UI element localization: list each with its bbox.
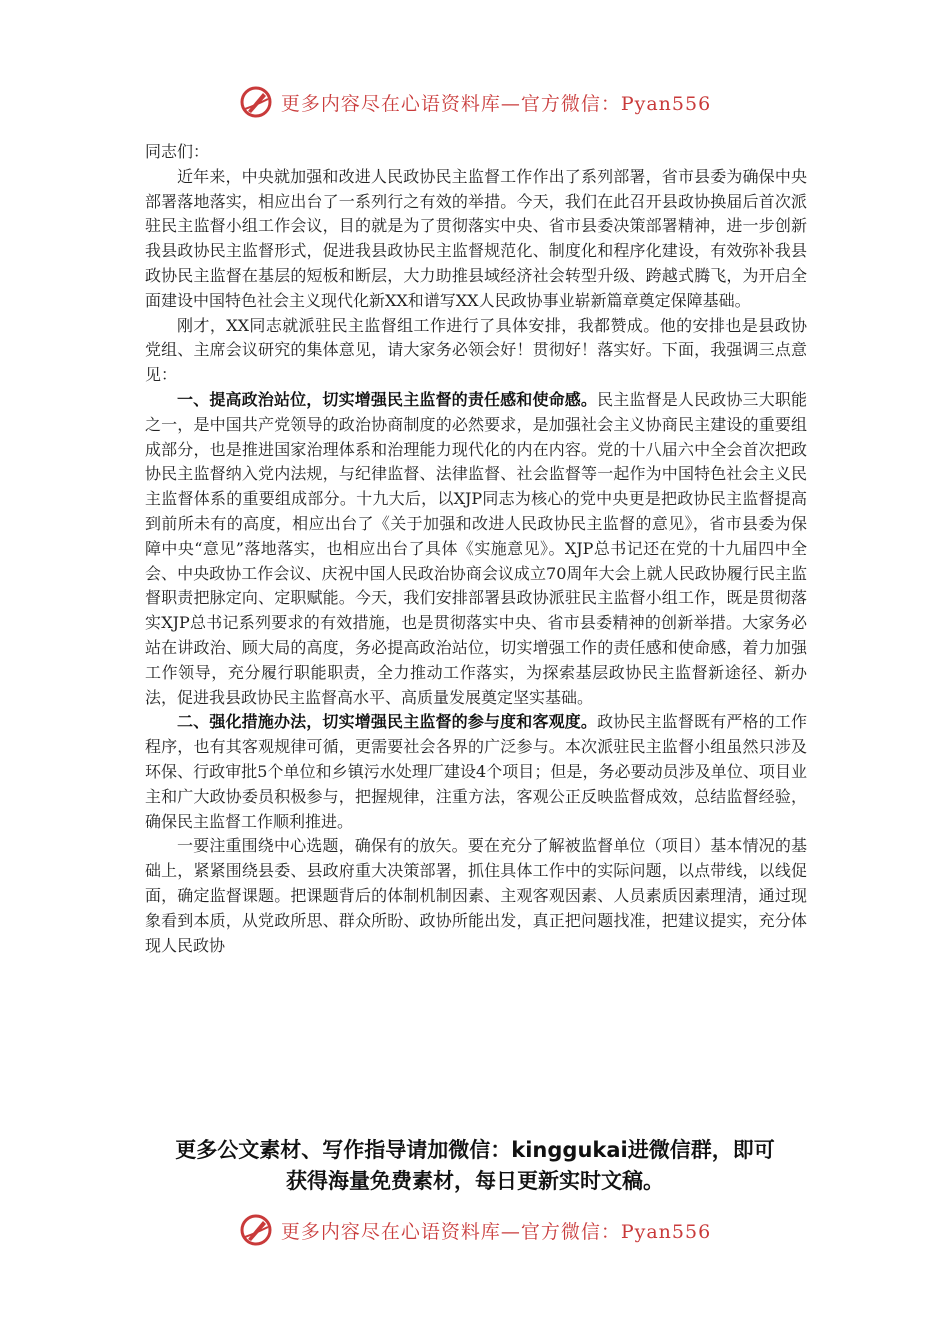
promo-notice <box>120 1135 830 1197</box>
paragraph-3 <box>145 388 807 710</box>
paragraph-2 <box>145 314 807 388</box>
paragraph-5-text: 一要注重围绕中心选题，确保有的放矢。要在充分了解被监督单位（项目）基本情况的基础上，紧紧围绕县委、县政府重大决策部署，抓住具体工作中的实际问题，以点带线，以线促面，确定监督课题。把课题背后的体制机制因素、主观客观因素、人员素质因素理清，通过现象看到本质，从党政所思、群众所盼、政协所能出发，真正把问题找准，把建议提实，充分体现人民政协 <box>145 836 807 955</box>
footer-banner-text: 更多内容尽在心语资料库—官方微信：Pyan556 <box>280 1220 712 1243</box>
paragraph-3-text: 民主监督是人民政协三大职能之一，是中国共产党领导的政治协商制度的必然要求，是加强社会主义协商民主建设的重要组成部分，也是推进国家治理体系和治理能力现代化的内在内容。党的十八届六中全会首次把政协民主监督纳入党内法规，与纪律监督、法律监督、社会监督等一起作为中国特色社会主义民主监督体系的重要组成部分。十九大后，以XJP同志为核心的党中央更是把政协民主监督提高到前所未有的高度，相应出台了《关于加强和改进人民政协民主监督的意见》，省市县委为保障中央“意见”落地落实，也相应出台了具体《实施意见》。XJP总书记还在党的十九届四中全会、中央政协工作会议、庆祝中国人民政治协商会议成立70周年大会上就人民政协履行民主监督职责把脉定向、定职赋能。今天，我们安排部署县政协派驻民主监督小组工作，既是贯彻落实XJP总书记系列要求的有效措施，也是贯彻落实中央、省市县委精神的创新举措。大家务必站在讲政治、顾大局的高度，务必提高政治站位，切实增强工作的责任感和使命感，着力加强工作领导，充分履行职能职责，全力推动工作落实，为探索基层政协民主监督新途径、新办法，促进我县政协民主监督高水平、高质量发展奠定坚实基础。 <box>145 389 807 707</box>
pen-circle-logo-icon <box>239 85 273 119</box>
document-body <box>145 140 807 958</box>
section-2-heading: 二、强化措施办法，切实增强民主监督的参与度和客观度。 <box>177 712 598 732</box>
paragraph-2-text: 刚才，XX同志就派驻民主监督组工作进行了具体安排，我都赞成。他的安排也是县政协党组、主席会议研究的集体意见，请大家务必领会好！贯彻好！落实好。下面，我强调三点意见： <box>145 315 807 385</box>
paragraph-1 <box>145 165 807 314</box>
paragraph-5 <box>145 834 807 958</box>
promo-line-2: 获得海量免费素材，每日更新实时文稿。 <box>286 1169 664 1193</box>
header-banner <box>0 80 950 124</box>
section-1-heading: 一、提高政治站位，切实增强民主监督的责任感和使命感。 <box>177 389 598 409</box>
paragraph-4 <box>145 710 807 834</box>
footer-banner <box>0 1208 950 1252</box>
paragraph-4-text: 政协民主监督既有严格的工作程序，也有其客观规律可循，更需要社会各界的广泛参与。本次派驻民主监督小组虽然只涉及环保、行政审批5个单位和乡镇污水处理厂建设4个项目；但是，务必要动员涉及单位、项目业主和广大政协委员积极参与，把握规律，注重方法，客观公正反映监督成效，总结监督经验，确保民主监督工作顺利推进。 <box>145 712 807 831</box>
salutation: 同志们： <box>145 142 210 161</box>
promo-line-1: 更多公文素材、写作指导请加微信：kinggukai进微信群，即可 <box>175 1138 775 1162</box>
paragraph-1-text: 近年来，中央就加强和改进人民政协民主监督工作作出了系列部署，省市县委为确保中央部署落地落实，相应出台了一系列行之有效的举措。今天，我们在此召开县政协换届后首次派驻民主监督小组工作会议，目的就是为了贯彻落实中央、省市县委决策部署精神，进一步创新我县政协民主监督形式，促进我县政协民主监督规范化、制度化和程序化建设，有效弥补我县政协民主监督在基层的短板和断层，大力助推县域经济社会转型升级、跨越式腾飞，为开启全面建设中国特色社会主义现代化新XX和谱写XX人民政协事业崭新篇章奠定保障基础。 <box>145 166 807 310</box>
pen-circle-logo-icon <box>239 1213 273 1247</box>
header-banner-text: 更多内容尽在心语资料库—官方微信：Pyan556 <box>280 92 712 115</box>
